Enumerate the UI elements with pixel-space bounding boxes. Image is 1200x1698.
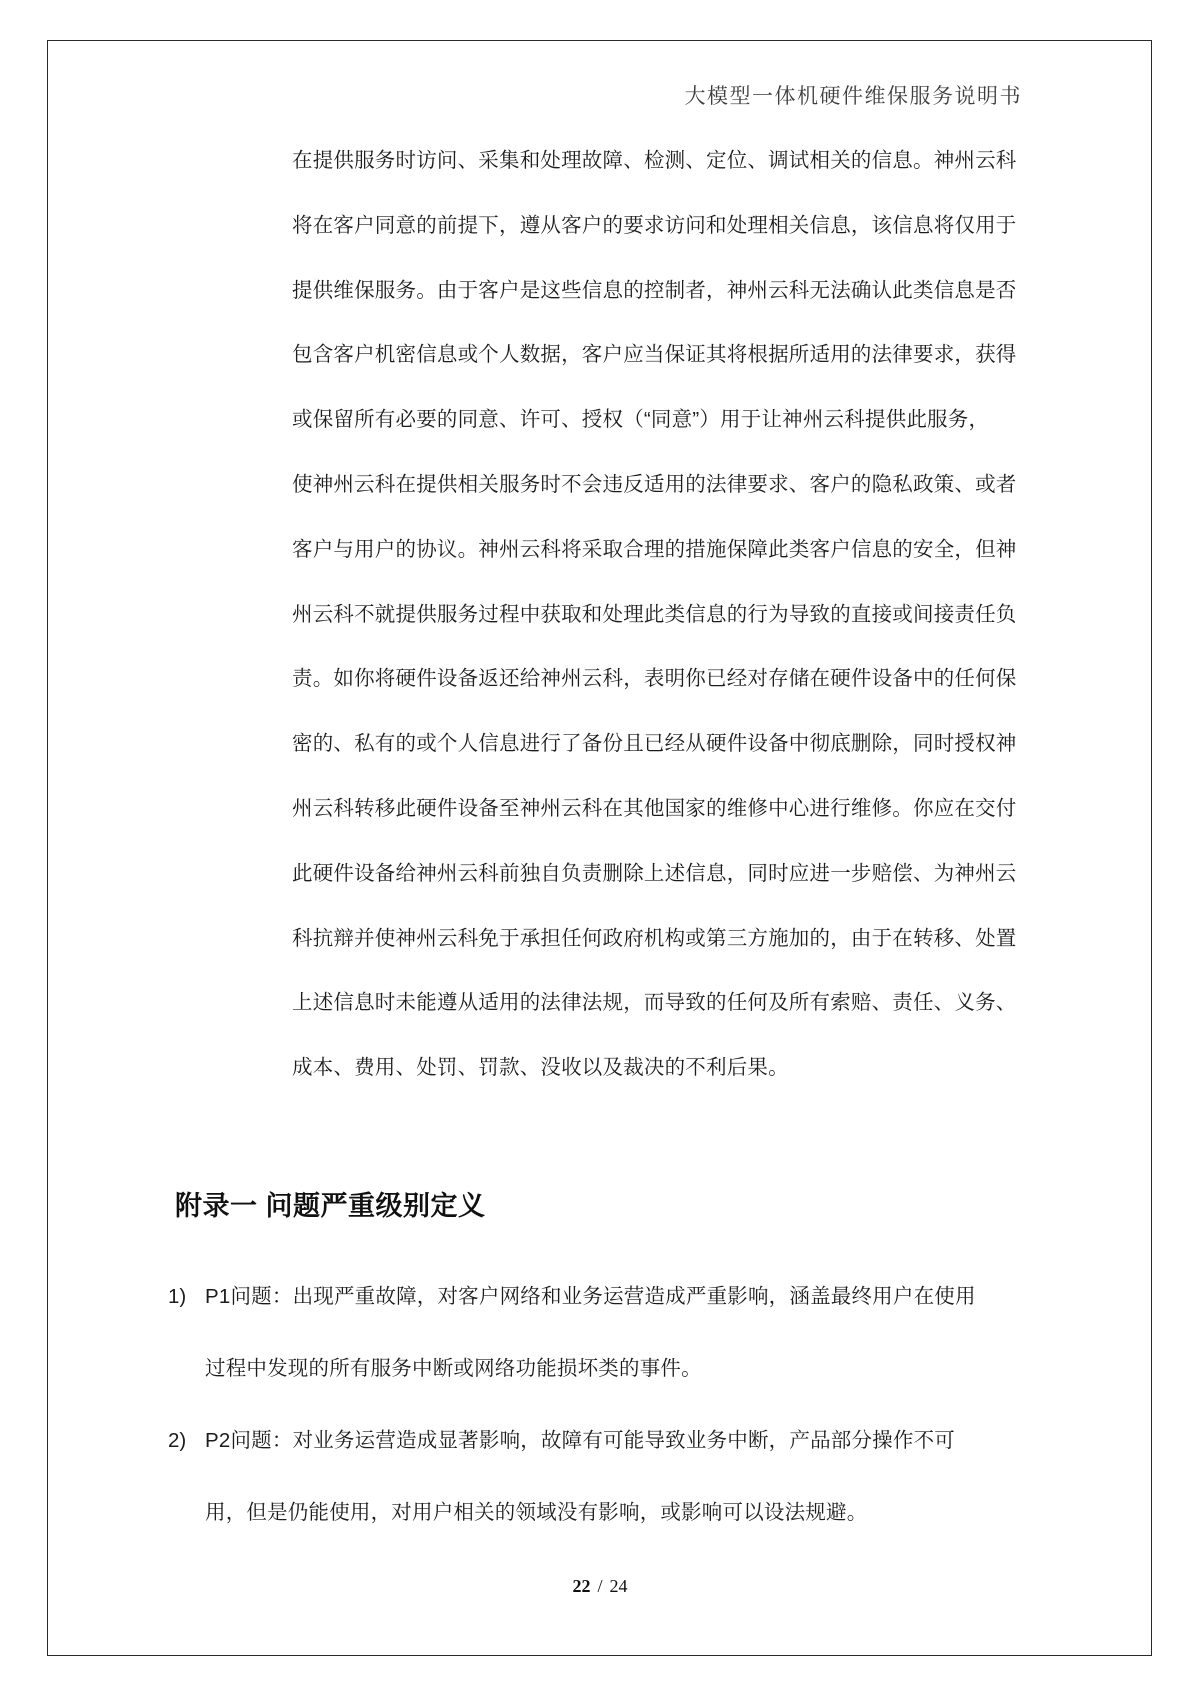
paragraph-line: 使神州云科在提供相关服务时不会违反适用的法律要求、客户的隐私政策、或者	[292, 472, 1017, 496]
body-paragraph	[292, 129, 1032, 1101]
page-number-current: 22	[572, 1576, 591, 1596]
page-number-separator: /	[597, 1576, 603, 1596]
paragraph-line: 客户与用户的协议。神州云科将采取合理的措施保障此类客户信息的安全，但神	[292, 537, 1017, 561]
list-item-text	[205, 1261, 1048, 1405]
paragraph-line: 或保留所有必要的同意、许可、授权（“同意”）用于让神州云科提供此服务，	[292, 408, 990, 432]
paragraph-line: 成本、费用、处罚、罚款、没收以及裁决的不利后果。	[292, 1056, 789, 1080]
paragraph-line: 提供维保服务。由于客户是这些信息的控制者，神州云科无法确认此类信息是否	[292, 278, 1017, 302]
list-item-line: P1问题：出现严重故障，对客户网络和业务运营造成严重影响，涵盖最终用户在使用	[205, 1285, 976, 1308]
page-number-total: 24	[609, 1576, 628, 1596]
severity-level-list	[168, 1261, 1048, 1549]
paragraph-line: 上述信息时未能遵从适用的法律法规，而导致的任何及所有索赔、责任、义务、	[292, 991, 1017, 1015]
page-footer	[0, 1576, 1200, 1597]
paragraph-line: 将在客户同意的前提下，遵从客户的要求访问和处理相关信息，该信息将仅用于	[292, 213, 1017, 237]
document-header	[0, 80, 1022, 110]
list-item-line: 用，但是仍能使用，对用户相关的领域没有影响，或影响可以设法规避。	[205, 1501, 868, 1524]
list-item-number: 1)	[168, 1285, 187, 1308]
paragraph-line: 包含客户机密信息或个人数据，客户应当保证其将根据所适用的法律要求，获得	[292, 343, 1017, 367]
paragraph-line: 密的、私有的或个人信息进行了备份且已经从硬件设备中彻底删除，同时授权神	[292, 732, 1017, 756]
list-item-p1	[168, 1261, 1048, 1405]
list-item-line: P2问题：对业务运营造成显著影响，故障有可能导致业务中断，产品部分操作不可	[205, 1429, 955, 1452]
paragraph-line: 责。如你将硬件设备返还给神州云科，表明你已经对存储在硬件设备中的任何保	[292, 667, 1017, 691]
header-title: 大模型一体机硬件维保服务说明书	[684, 84, 1022, 108]
list-item-p2	[168, 1405, 1048, 1549]
paragraph-line: 州云科转移此硬件设备至神州云科在其他国家的维修中心进行维修。你应在交付	[292, 796, 1017, 820]
list-item-line: 过程中发现的所有服务中断或网络功能损坏类的事件。	[205, 1357, 702, 1380]
paragraph-line: 此硬件设备给神州云科前独自负责删除上述信息，同时应进一步赔偿、为神州云	[292, 861, 1017, 885]
paragraph-line: 科抗辩并使神州云科免于承担任何政府机构或第三方施加的，由于在转移、处置	[292, 926, 1017, 950]
paragraph-line: 在提供服务时访问、采集和处理故障、检测、定位、调试相关的信息。神州云科	[292, 149, 1017, 172]
paragraph-line: 州云科不就提供服务过程中获取和处理此类信息的行为导致的直接或间接责任负	[292, 602, 1017, 626]
appendix-heading: 附录一 问题严重级别定义	[175, 1191, 486, 1221]
list-item-text	[205, 1405, 1048, 1549]
list-item-number: 2)	[168, 1429, 187, 1452]
